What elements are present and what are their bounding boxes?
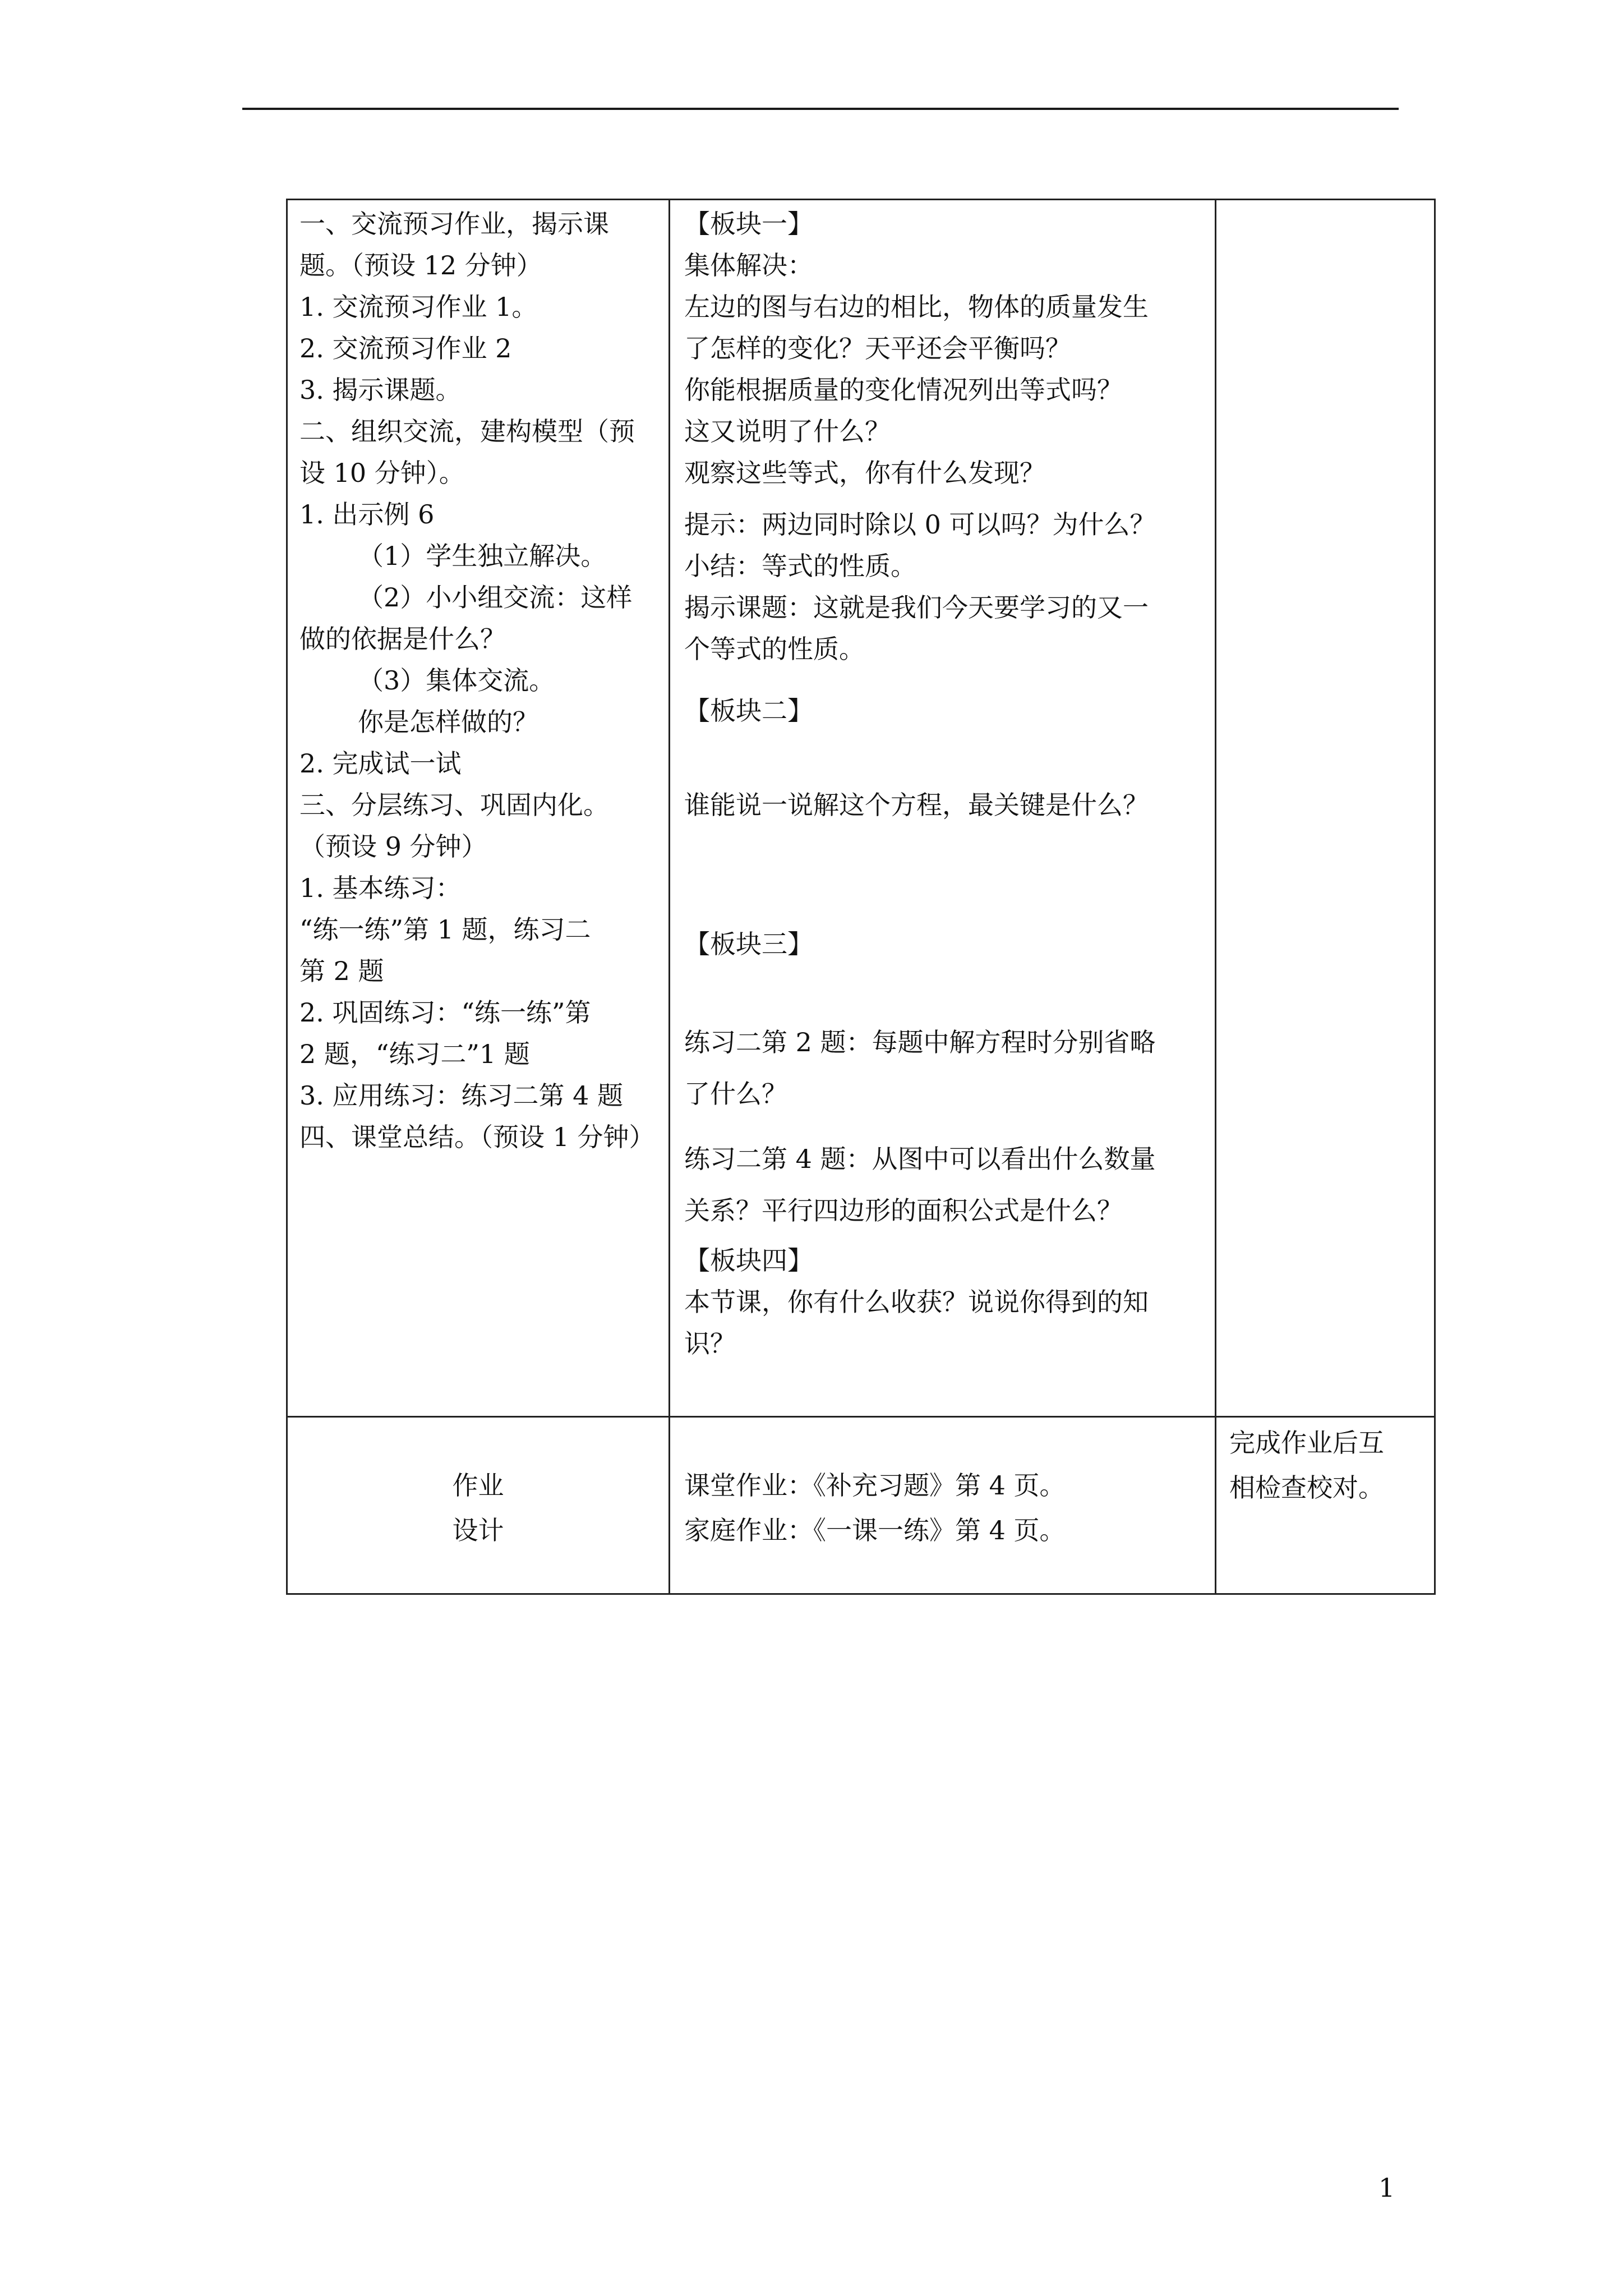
- block-four-title: 【板块四】: [684, 1245, 813, 1276]
- summary-line: 小结：等式的性质。: [684, 551, 916, 581]
- hint-line: 提示：两边同时除以 0 可以吗？为什么？: [684, 509, 1156, 540]
- homework-label-line2: 设计: [452, 1515, 504, 1545]
- block-one-line: 观察这些等式，你有什么发现？: [684, 458, 1045, 488]
- process-line: 3. 应用练习：练习二第 4 题: [299, 1080, 624, 1111]
- table-top-border: [286, 199, 1436, 200]
- process-line: 你是怎样做的？: [358, 707, 538, 737]
- process-line: 题。（预设 12 分钟）: [299, 250, 542, 280]
- block-three-q1-line2: 了什么？: [684, 1079, 787, 1109]
- block-three-q2-line1: 练习二第 4 题：从图中可以看出什么数量: [684, 1144, 1156, 1174]
- process-line: 二、组织交流，建构模型（预: [299, 416, 635, 447]
- block-two-question: [684, 784, 1149, 826]
- process-line: 2. 巩固练习：“练一练”第: [299, 997, 591, 1028]
- block-one-hint: [684, 504, 1156, 670]
- process-line: 做的依据是什么？: [299, 624, 506, 654]
- block-one-line: 了怎样的变化？天平还会平衡吗？: [684, 333, 1071, 364]
- reveal-line: 揭示课题：这就是我们今天要学习的又一: [684, 592, 1149, 623]
- homework-label-line1: 作业: [452, 1470, 504, 1501]
- process-line: 四、课堂总结。（预设 1 分钟）: [299, 1122, 655, 1152]
- homework-content: [684, 1463, 1066, 1553]
- block-one-line: 左边的图与右边的相比，物体的质量发生: [684, 292, 1149, 322]
- block-one-title: 【板块一】: [684, 209, 813, 239]
- block-two-title: [684, 690, 813, 731]
- process-line: 2. 完成试一试: [299, 748, 462, 779]
- block-four-line: 本节课，你有什么收获？说说你得到的知: [684, 1287, 1149, 1317]
- process-line: 2 题，“练习二”1 题: [299, 1039, 530, 1069]
- process-line: 一、交流预习作业，揭示课: [299, 209, 609, 239]
- process-line: （2）小小组交流：这样: [358, 582, 633, 613]
- process-line: 设 10 分钟）。: [299, 458, 465, 488]
- class-homework: 课堂作业：《补充习题》第 4 页。: [684, 1470, 1066, 1501]
- process-line: 1. 交流预习作业 1。: [299, 292, 538, 322]
- process-line: （3）集体交流。: [358, 665, 555, 696]
- process-line: 2. 交流预习作业 2: [299, 333, 512, 364]
- process-line: 3. 揭示课题。: [299, 375, 462, 405]
- block-three-title-text: 【板块三】: [684, 929, 813, 959]
- table-left-border: [286, 199, 288, 1595]
- block-one-line: 这又说明了什么？: [684, 416, 891, 447]
- block-three-q2: [684, 1133, 1156, 1236]
- process-line: （1）学生独立解决。: [358, 541, 607, 571]
- block-one-line: 你能根据质量的变化情况列出等式吗？: [684, 375, 1123, 405]
- process-line: 1. 出示例 6: [299, 499, 435, 530]
- table-bottom-border: [286, 1593, 1436, 1595]
- block-one: [684, 203, 1149, 494]
- block-three-q1: [684, 1016, 1156, 1120]
- process-line: 第 2 题: [299, 956, 384, 986]
- table-column-divider-2: [1215, 199, 1216, 1595]
- process-line: （预设 9 分钟）: [299, 831, 487, 862]
- header-rule: [242, 108, 1399, 110]
- table-row-divider: [286, 1416, 1436, 1418]
- homework-note: [1229, 1420, 1384, 1510]
- table-column-divider-1: [668, 199, 670, 1595]
- block-three-q2-line2: 关系？平行四边形的面积公式是什么？: [684, 1195, 1123, 1226]
- block-one-line: 集体解决：: [684, 250, 813, 280]
- block-four: [684, 1240, 1149, 1364]
- reveal-line: 个等式的性质。: [684, 634, 865, 664]
- homework-label: [288, 1463, 668, 1553]
- block-two-question-text: 谁能说一说解这个方程，最关键是什么？: [684, 790, 1149, 820]
- homework-note-line2: 相检查校对。: [1229, 1473, 1384, 1503]
- block-three-title: [684, 923, 813, 965]
- home-homework: 家庭作业：《一课一练》第 4 页。: [684, 1515, 1066, 1545]
- process-line: “练一练”第 1 题，练习二: [299, 914, 591, 945]
- process-line: 三、分层练习、巩固内化。: [299, 790, 609, 820]
- block-three-q1-line1: 练习二第 2 题：每题中解方程时分别省略: [684, 1027, 1156, 1057]
- table-right-border: [1434, 199, 1436, 1595]
- page-number: 1: [1378, 2173, 1395, 2203]
- block-four-line: 识？: [684, 1328, 736, 1359]
- process-line: 1. 基本练习：: [299, 873, 462, 903]
- block-two-title-text: 【板块二】: [684, 696, 813, 726]
- teaching-process-cell: [299, 203, 655, 1158]
- homework-note-line1: 完成作业后互: [1229, 1428, 1384, 1458]
